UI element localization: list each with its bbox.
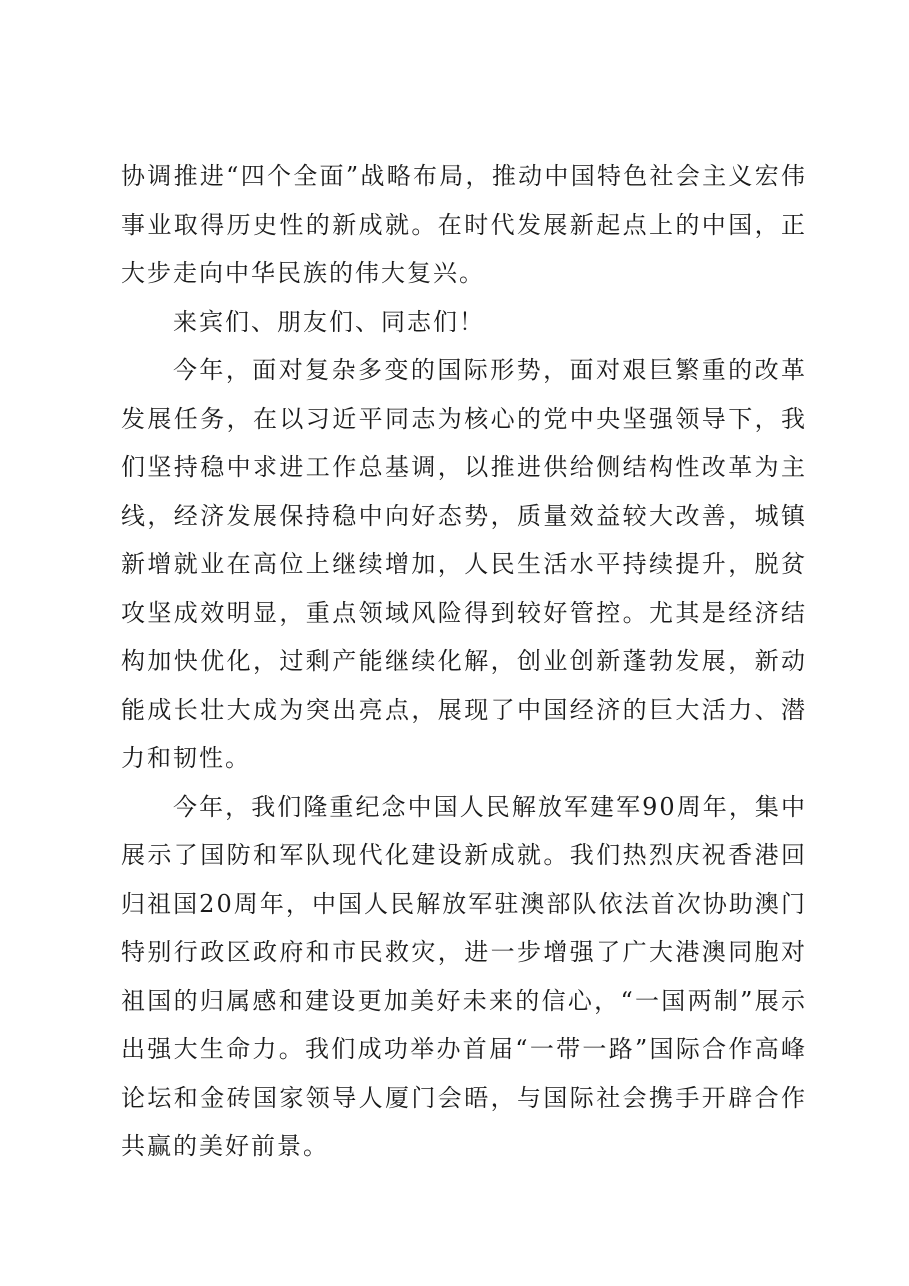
paragraph-salutation: 来宾们、朋友们、同志们！ <box>173 307 485 336</box>
paragraph-achievements: 今年，我们隆重纪念中国人民解放军建军90周年，集中展示了国防和军队现代化建设新成就。我们热烈庆祝香港回归祖国20周年，中国人民解放军驻澳部队依法首次协助澳门特别行政区政府和市民救灾，进一步增强了广大港澳同胞对祖国的归属感和建设更加美好未来的信心，“一国两制”展示出强大生命力。我们成功举办首届“一带一路”国际合作高峰论坛和金砖国家领导人厦门会晤，与国际社会携手开辟合作共赢的美好前景。 <box>121 792 807 1160</box>
paragraph-continuation: 协调推进“四个全面”战略布局，推动中国特色社会主义宏伟事业取得历史性的新成就。在时代发展新起点上的中国，正大步走向中华民族的伟大复兴。 <box>121 162 807 287</box>
document-body <box>121 152 807 1171</box>
paragraph-economy: 今年，面对复杂多变的国际形势，面对艰巨繁重的改革发展任务，在以习近平同志为核心的党中央坚强领导下，我们坚持稳中求进工作总基调，以推进供给侧结构性改革为主线，经济发展保持稳中向好态势，质量效益较大改善，城镇新增就业在高位上继续增加，人民生活水平持续提升，脱贫攻坚成效明显，重点领域风险得到较好管控。尤其是经济结构加快优化，过剩产能继续化解，创业创新蓬勃发展，新动能成长壮大成为突出亮点，展现了中国经济的巨大活力、潜力和韧性。 <box>121 356 807 772</box>
